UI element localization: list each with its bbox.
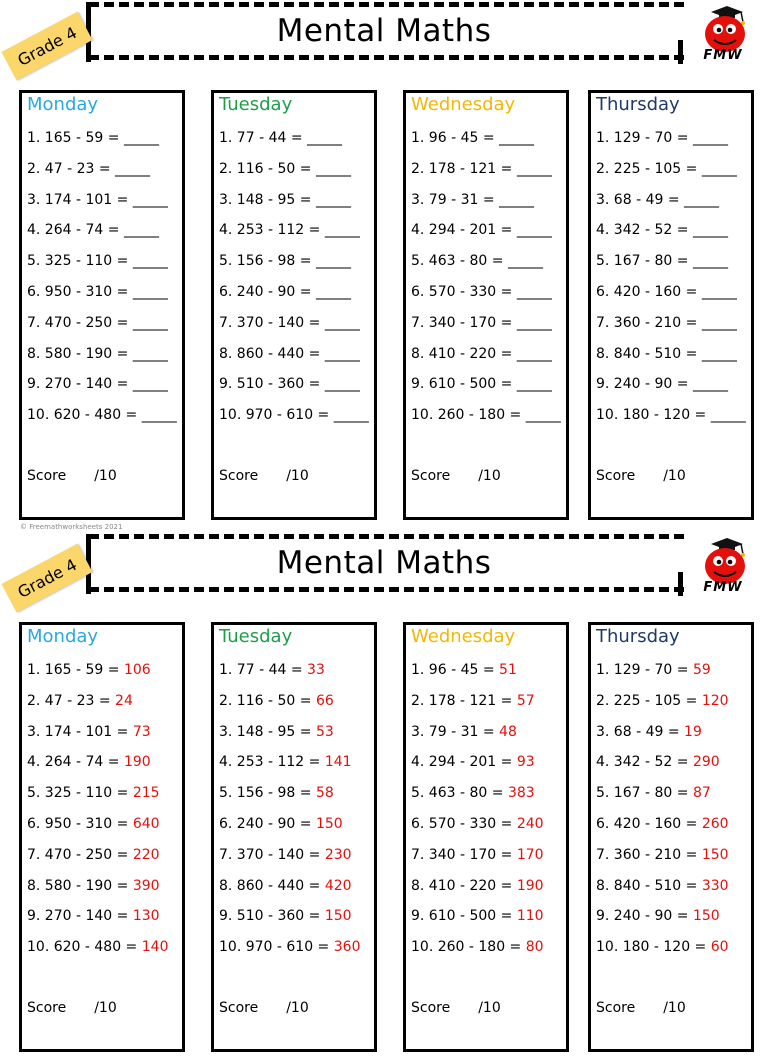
answer-blank[interactable]: _____ [132, 284, 168, 300]
answer-value: 260 [701, 816, 729, 832]
worksheet-title: Mental Maths [276, 545, 492, 581]
question-row[interactable] [27, 406, 177, 424]
question-row [596, 846, 729, 864]
question-text: 2. 178 - 121 = [411, 692, 513, 709]
day-card-wednesday [403, 90, 569, 520]
question-row [219, 723, 334, 741]
question-text: 2. 178 - 121 = [411, 160, 513, 177]
answer-value: 150 [315, 816, 343, 832]
answer-value: 390 [132, 877, 160, 894]
score-line [411, 999, 501, 1017]
question-text: 9. 270 - 140 = [27, 376, 129, 393]
copyright-notice: © Freemathworksheets 2021 [20, 523, 123, 531]
question-text: 1. 77 - 44 = [219, 662, 303, 678]
answer-blank[interactable]: _____ [499, 191, 535, 208]
question-row[interactable] [411, 406, 561, 424]
day-heading: Wednesday [411, 626, 516, 647]
answer-value: 230 [324, 846, 352, 863]
question-row [411, 753, 535, 771]
score-label: Score [27, 1000, 67, 1016]
answer-blank[interactable]: _____ [516, 345, 552, 362]
logo-text: FMW [703, 48, 743, 63]
question-text: 2. 116 - 50 = [219, 160, 312, 177]
question-text: 3. 68 - 49 = [596, 723, 680, 740]
question-text: 2. 225 - 105 = [596, 692, 698, 709]
answer-value: 110 [516, 908, 544, 925]
question-row[interactable] [219, 221, 360, 239]
question-text: 9. 610 - 500 = [411, 908, 513, 925]
question-row[interactable] [411, 129, 534, 147]
question-row[interactable] [411, 314, 552, 332]
question-row [219, 815, 343, 833]
question-row [596, 661, 711, 679]
day-heading: Thursday [596, 94, 680, 115]
question-text: 5. 463 - 80 = [411, 785, 504, 802]
question-row [27, 753, 151, 771]
answer-value: 360 [333, 939, 361, 956]
question-row[interactable] [219, 252, 351, 270]
question-row[interactable] [596, 191, 719, 209]
question-row [27, 846, 160, 864]
answer-value: 19 [684, 723, 702, 740]
question-row [27, 907, 160, 925]
day-heading: Monday [27, 626, 99, 647]
score-total: /10 [478, 468, 501, 484]
question-row[interactable] [596, 252, 728, 270]
question-text: 10. 260 - 180 = [411, 939, 522, 956]
score-label: Score [411, 468, 451, 484]
question-row[interactable] [27, 375, 168, 393]
score-total: /10 [94, 468, 117, 484]
question-row[interactable] [27, 191, 168, 209]
score-total: /10 [286, 1000, 309, 1016]
question-text: 8. 410 - 220 = [411, 877, 513, 894]
question-text: 4. 294 - 201 = [411, 754, 513, 771]
answer-blank[interactable]: _____ [315, 160, 351, 177]
answer-blank[interactable]: _____ [507, 253, 543, 270]
answer-sheet [0, 532, 768, 1064]
question-row[interactable] [596, 221, 728, 239]
question-row [27, 877, 160, 895]
answer-blank[interactable]: _____ [141, 407, 177, 424]
question-text: 4. 264 - 74 = [27, 754, 120, 771]
question-row[interactable] [596, 129, 728, 147]
question-text: 3. 148 - 95 = [219, 723, 312, 740]
question-text: 9. 240 - 90 = [596, 908, 689, 925]
answer-value: 220 [132, 846, 160, 863]
question-text: 6. 950 - 310 = [27, 284, 129, 300]
question-row[interactable] [219, 314, 360, 332]
score-line [596, 467, 686, 485]
score-line [219, 467, 309, 485]
answer-value: 120 [701, 692, 729, 709]
question-text: 3. 174 - 101 = [27, 723, 129, 740]
answer-value: 48 [499, 723, 517, 740]
question-text: 1. 165 - 59 = [27, 130, 120, 146]
answer-value: 141 [324, 754, 352, 771]
answer-blank[interactable]: _____ [692, 222, 728, 239]
answer-blank[interactable]: _____ [692, 130, 728, 146]
question-text: 3. 79 - 31 = [411, 723, 495, 740]
question-text: 6. 950 - 310 = [27, 816, 129, 832]
answer-blank[interactable]: _____ [701, 345, 737, 362]
answer-value: 58 [315, 785, 334, 802]
question-row [411, 938, 544, 956]
day-heading: Thursday [596, 626, 680, 647]
answer-blank[interactable]: _____ [324, 376, 360, 393]
question-row [27, 938, 168, 956]
question-row[interactable] [411, 375, 552, 393]
answer-value: 150 [701, 846, 729, 863]
question-text: 8. 580 - 190 = [27, 877, 129, 894]
question-row[interactable] [219, 345, 360, 363]
question-text: 5. 167 - 80 = [596, 785, 689, 802]
question-text: 10. 180 - 120 = [596, 407, 707, 424]
answer-blank[interactable]: _____ [324, 345, 360, 362]
question-text: 5. 325 - 110 = [27, 785, 129, 802]
answer-value: 190 [516, 877, 544, 894]
question-text: 5. 156 - 98 = [219, 785, 312, 802]
answer-value: 420 [324, 877, 352, 894]
question-row [411, 815, 544, 833]
question-text: 9. 610 - 500 = [411, 376, 513, 393]
score-total: /10 [663, 468, 686, 484]
question-text: 4. 264 - 74 = [27, 222, 120, 239]
question-text: 10. 620 - 480 = [27, 939, 138, 956]
question-text: 6. 240 - 90 = [219, 284, 312, 300]
score-total: /10 [94, 1000, 117, 1016]
question-text: 4. 253 - 112 = [219, 754, 321, 771]
answer-value: 53 [315, 723, 334, 740]
question-text: 5. 463 - 80 = [411, 253, 504, 270]
question-row[interactable] [27, 283, 168, 301]
question-text: 2. 116 - 50 = [219, 692, 312, 709]
question-row [596, 784, 711, 802]
question-row [219, 877, 352, 895]
question-row [219, 938, 360, 956]
grade-badge [2, 544, 93, 613]
question-text: 6. 570 - 330 = [411, 816, 513, 832]
question-text: 3. 68 - 49 = [596, 191, 680, 208]
answer-blank[interactable]: _____ [132, 253, 168, 270]
question-text: 7. 370 - 140 = [219, 314, 321, 331]
question-row [27, 784, 160, 802]
day-card-monday [19, 90, 185, 520]
question-row [596, 692, 729, 710]
question-row [411, 661, 517, 679]
answer-value: 240 [516, 816, 544, 832]
answer-blank[interactable]: _____ [516, 284, 552, 300]
question-text: 8. 840 - 510 = [596, 345, 698, 362]
question-row [219, 907, 352, 925]
answer-value: 33 [307, 662, 325, 678]
score-label: Score [219, 1000, 259, 1016]
score-line [219, 999, 309, 1017]
score-label: Score [219, 468, 259, 484]
question-text: 3. 148 - 95 = [219, 191, 312, 208]
question-row [219, 661, 325, 679]
answer-value: 87 [692, 785, 711, 802]
question-text: 8. 580 - 190 = [27, 345, 129, 362]
answer-blank[interactable]: _____ [684, 191, 720, 208]
question-text: 5. 325 - 110 = [27, 253, 129, 270]
day-card-tuesday [211, 90, 377, 520]
question-text: 4. 342 - 52 = [596, 222, 689, 239]
question-row[interactable] [411, 252, 543, 270]
answer-value: 24 [115, 692, 133, 709]
answer-value: 290 [692, 754, 720, 771]
question-row[interactable] [219, 129, 342, 147]
question-text: 8. 860 - 440 = [219, 877, 321, 894]
day-heading: Wednesday [411, 94, 516, 115]
question-row[interactable] [27, 345, 168, 363]
answer-value: 57 [516, 692, 535, 709]
question-text: 5. 156 - 98 = [219, 253, 312, 270]
answer-value: 150 [692, 908, 720, 925]
question-text: 1. 129 - 70 = [596, 662, 689, 678]
question-row[interactable] [27, 221, 159, 239]
question-row [596, 815, 729, 833]
question-text: 2. 47 - 23 = [27, 160, 111, 177]
answer-blank[interactable]: _____ [692, 253, 728, 270]
question-row[interactable] [411, 160, 552, 178]
answer-value: 66 [315, 692, 334, 709]
question-row[interactable] [411, 283, 552, 301]
score-total: /10 [286, 468, 309, 484]
answer-blank[interactable]: _____ [315, 284, 351, 300]
question-text: 7. 360 - 210 = [596, 846, 698, 863]
question-row [596, 877, 729, 895]
answer-value: 80 [525, 939, 544, 956]
question-row [219, 846, 352, 864]
question-row[interactable] [219, 406, 369, 424]
question-row [219, 784, 334, 802]
answer-blank[interactable]: _____ [315, 191, 351, 208]
answer-blank[interactable]: _____ [132, 376, 168, 393]
answer-value: 150 [324, 908, 352, 925]
logo-text: FMW [703, 580, 743, 595]
question-row[interactable] [219, 375, 360, 393]
question-text: 3. 79 - 31 = [411, 191, 495, 208]
answer-blank[interactable]: _____ [115, 160, 151, 177]
question-text: 8. 410 - 220 = [411, 345, 513, 362]
score-line [596, 999, 686, 1017]
question-row [411, 846, 544, 864]
answer-value: 130 [132, 908, 160, 925]
question-text: 8. 840 - 510 = [596, 877, 698, 894]
question-row [219, 753, 352, 771]
question-text: 1. 96 - 45 = [411, 130, 495, 146]
score-line [27, 999, 117, 1017]
answer-blank[interactable]: _____ [307, 130, 343, 146]
question-row [411, 907, 544, 925]
score-total: /10 [663, 1000, 686, 1016]
answer-value: 330 [701, 877, 729, 894]
question-row[interactable] [411, 221, 552, 239]
answer-value: 51 [499, 662, 517, 678]
question-text: 10. 620 - 480 = [27, 407, 138, 424]
question-row [596, 938, 729, 956]
question-text: 1. 129 - 70 = [596, 130, 689, 146]
question-text: 6. 570 - 330 = [411, 284, 513, 300]
question-row[interactable] [596, 283, 737, 301]
question-row[interactable] [219, 160, 351, 178]
answer-blank[interactable]: _____ [692, 376, 728, 393]
answer-value: 170 [516, 846, 544, 863]
day-heading: Monday [27, 94, 99, 115]
answer-blank[interactable]: _____ [701, 314, 737, 331]
question-row[interactable] [219, 191, 351, 209]
question-text: 5. 167 - 80 = [596, 253, 689, 270]
question-text: 1. 165 - 59 = [27, 662, 120, 678]
grade-label: Grade 4 [14, 554, 80, 602]
question-row [27, 661, 151, 679]
answer-blank[interactable]: _____ [132, 345, 168, 362]
day-card-wednesday [403, 622, 569, 1052]
answer-value: 60 [710, 939, 729, 956]
question-text: 7. 360 - 210 = [596, 314, 698, 331]
question-row[interactable] [596, 406, 746, 424]
question-row[interactable] [596, 375, 728, 393]
question-row[interactable] [27, 314, 168, 332]
answer-blank[interactable]: _____ [710, 407, 746, 424]
answer-value: 73 [132, 723, 151, 740]
score-label: Score [596, 1000, 636, 1016]
question-row [27, 815, 160, 833]
score-label: Score [27, 468, 67, 484]
question-text: 1. 96 - 45 = [411, 662, 495, 678]
answer-value: 59 [692, 662, 711, 678]
answer-value: 140 [141, 939, 169, 956]
question-row [596, 753, 720, 771]
question-row [411, 877, 544, 895]
question-text: 7. 370 - 140 = [219, 846, 321, 863]
answer-blank[interactable]: _____ [701, 284, 737, 300]
answer-blank[interactable]: _____ [516, 376, 552, 393]
answer-value: 190 [123, 754, 151, 771]
question-text: 8. 860 - 440 = [219, 345, 321, 362]
day-card-thursday [588, 622, 754, 1052]
question-row [27, 723, 151, 741]
question-text: 7. 340 - 170 = [411, 314, 513, 331]
score-label: Score [411, 1000, 451, 1016]
question-text: 10. 180 - 120 = [596, 939, 707, 956]
answer-blank[interactable]: _____ [123, 130, 159, 146]
answer-blank[interactable]: _____ [324, 314, 360, 331]
score-line [27, 467, 117, 485]
question-text: 10. 260 - 180 = [411, 407, 522, 424]
question-row[interactable] [596, 314, 737, 332]
answer-blank[interactable]: _____ [499, 130, 535, 146]
question-row[interactable] [596, 160, 737, 178]
question-text: 4. 294 - 201 = [411, 222, 513, 239]
question-text: 1. 77 - 44 = [219, 130, 303, 146]
question-row[interactable] [27, 252, 168, 270]
answer-value: 106 [123, 662, 151, 678]
question-text: 2. 47 - 23 = [27, 692, 111, 709]
question-text: 6. 240 - 90 = [219, 816, 312, 832]
answer-blank[interactable]: _____ [525, 407, 561, 424]
answer-blank[interactable]: _____ [516, 222, 552, 239]
answer-blank[interactable]: _____ [123, 222, 159, 239]
question-text: 4. 342 - 52 = [596, 754, 689, 771]
question-row [596, 723, 702, 741]
answer-blank[interactable]: _____ [701, 160, 737, 177]
answer-value: 93 [516, 754, 535, 771]
day-heading: Tuesday [219, 94, 293, 115]
question-row [411, 692, 535, 710]
question-row [411, 723, 517, 741]
day-card-tuesday [211, 622, 377, 1052]
question-text: 9. 510 - 360 = [219, 376, 321, 393]
question-row[interactable] [411, 191, 534, 209]
grade-label: Grade 4 [14, 22, 80, 70]
question-row [411, 784, 535, 802]
grade-badge [2, 12, 93, 81]
question-text: 9. 270 - 140 = [27, 908, 129, 925]
answer-value: 640 [132, 816, 160, 832]
score-line [411, 467, 501, 485]
question-row[interactable] [219, 283, 351, 301]
worksheet-title: Mental Maths [276, 13, 492, 49]
question-text: 6. 420 - 160 = [596, 284, 698, 300]
answer-blank[interactable]: _____ [132, 314, 168, 331]
day-card-thursday [588, 90, 754, 520]
answer-blank[interactable]: _____ [315, 253, 351, 270]
answer-blank[interactable]: _____ [132, 191, 168, 208]
question-text: 9. 510 - 360 = [219, 908, 321, 925]
day-card-monday [19, 622, 185, 1052]
question-row [27, 692, 133, 710]
question-row[interactable] [27, 129, 159, 147]
score-label: Score [596, 468, 636, 484]
question-text: 10. 970 - 610 = [219, 407, 330, 424]
question-text: 9. 240 - 90 = [596, 376, 689, 393]
answer-blank[interactable]: _____ [516, 160, 552, 177]
answer-value: 383 [507, 785, 535, 802]
question-text: 3. 174 - 101 = [27, 191, 129, 208]
question-text: 7. 470 - 250 = [27, 314, 129, 331]
answer-blank[interactable]: _____ [324, 222, 360, 239]
question-row [596, 907, 720, 925]
question-row[interactable] [27, 160, 150, 178]
answer-value: 215 [132, 785, 160, 802]
day-heading: Tuesday [219, 626, 293, 647]
question-text: 7. 340 - 170 = [411, 846, 513, 863]
question-text: 6. 420 - 160 = [596, 816, 698, 832]
question-text: 7. 470 - 250 = [27, 846, 129, 863]
question-text: 4. 253 - 112 = [219, 222, 321, 239]
score-total: /10 [478, 1000, 501, 1016]
question-row [219, 692, 334, 710]
answer-blank[interactable]: _____ [333, 407, 369, 424]
answer-blank[interactable]: _____ [516, 314, 552, 331]
question-row[interactable] [411, 345, 552, 363]
question-text: 10. 970 - 610 = [219, 939, 330, 956]
question-row[interactable] [596, 345, 737, 363]
question-text: 2. 225 - 105 = [596, 160, 698, 177]
